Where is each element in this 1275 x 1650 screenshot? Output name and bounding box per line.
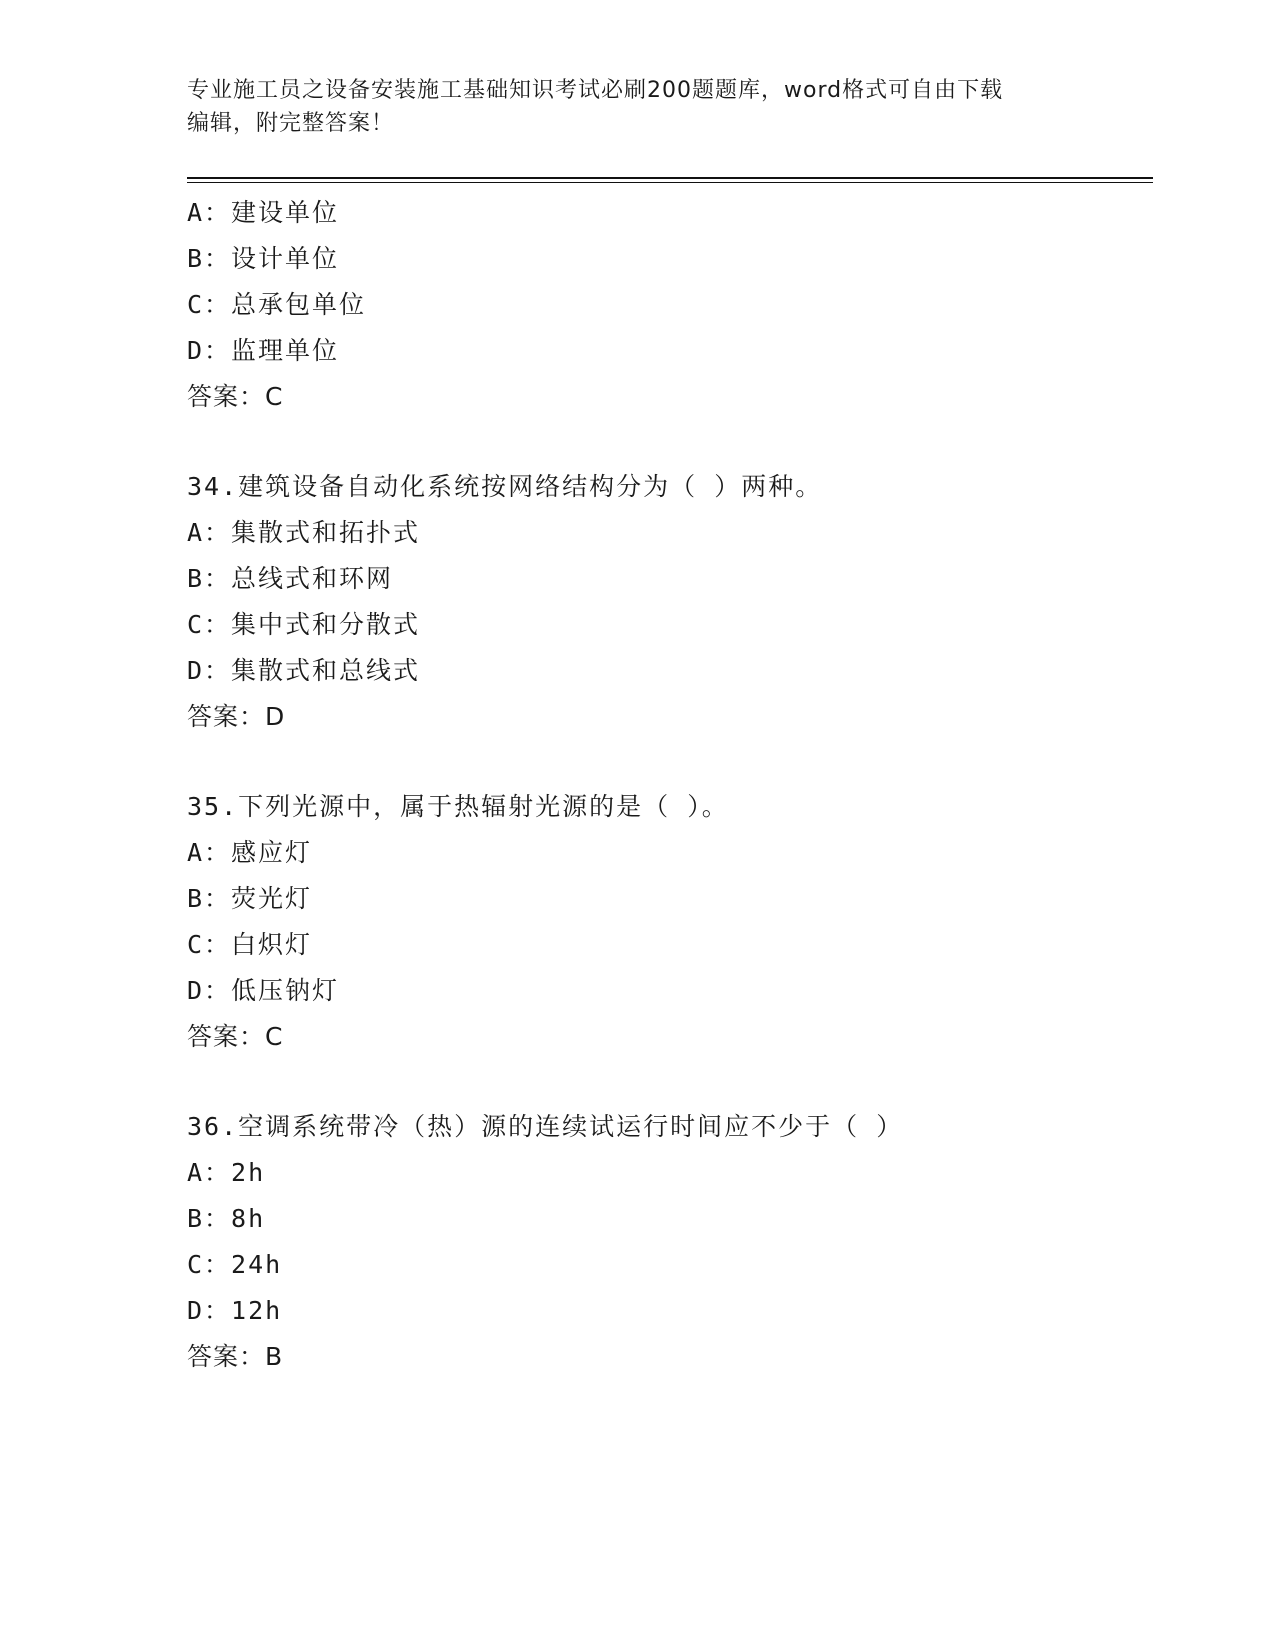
- question-list: [187, 190, 1153, 1380]
- question-block-35: [187, 784, 1153, 1060]
- option-a: A：建设单位: [187, 198, 340, 227]
- question-text: 35.下列光源中，属于热辐射光源的是（ ）。: [187, 792, 729, 821]
- option-c: C：总承包单位: [187, 290, 367, 319]
- spacer: [187, 1060, 1153, 1104]
- document-header: [187, 74, 1087, 140]
- header-rule-thin: [187, 182, 1153, 183]
- option-d: D：监理单位: [187, 336, 340, 365]
- option-c: C：24h: [187, 1250, 283, 1279]
- answer-line: 答案：D: [187, 702, 286, 731]
- question-block-36: [187, 1104, 1153, 1380]
- spacer: [187, 420, 1153, 464]
- option-a: A：2h: [187, 1158, 266, 1187]
- question-text: 36.空调系统带冷（热）源的连续试运行时间应不少于（ ）: [187, 1112, 904, 1141]
- option-c: C：集中式和分散式: [187, 610, 421, 639]
- answer-line: 答案：C: [187, 382, 284, 411]
- header-rule-thick: [187, 177, 1153, 179]
- option-c: C：白炽灯: [187, 930, 313, 959]
- option-b: B：8h: [187, 1204, 266, 1233]
- option-b: B：荧光灯: [187, 884, 313, 913]
- answer-line: 答案：C: [187, 1022, 284, 1051]
- option-b: B：设计单位: [187, 244, 340, 273]
- option-a: A：集散式和拓扑式: [187, 518, 421, 547]
- option-d: D：12h: [187, 1296, 283, 1325]
- spacer: [187, 740, 1153, 784]
- answer-line: 答案：B: [187, 1342, 284, 1371]
- question-block-34: [187, 464, 1153, 740]
- option-d: D：低压钠灯: [187, 976, 340, 1005]
- header-title-line-2: 编辑，附完整答案！: [187, 111, 395, 136]
- question-block-33: [187, 190, 1153, 420]
- question-text: 34.建筑设备自动化系统按网络结构分为（ ）两种。: [187, 472, 823, 501]
- option-b: B：总线式和环网: [187, 564, 394, 593]
- option-d: D：集散式和总线式: [187, 656, 421, 685]
- header-title-line-1: 专业施工员之设备安装施工基础知识考试必刷200题题库，word格式可自由下载: [187, 78, 1004, 103]
- option-a: A：感应灯: [187, 838, 313, 867]
